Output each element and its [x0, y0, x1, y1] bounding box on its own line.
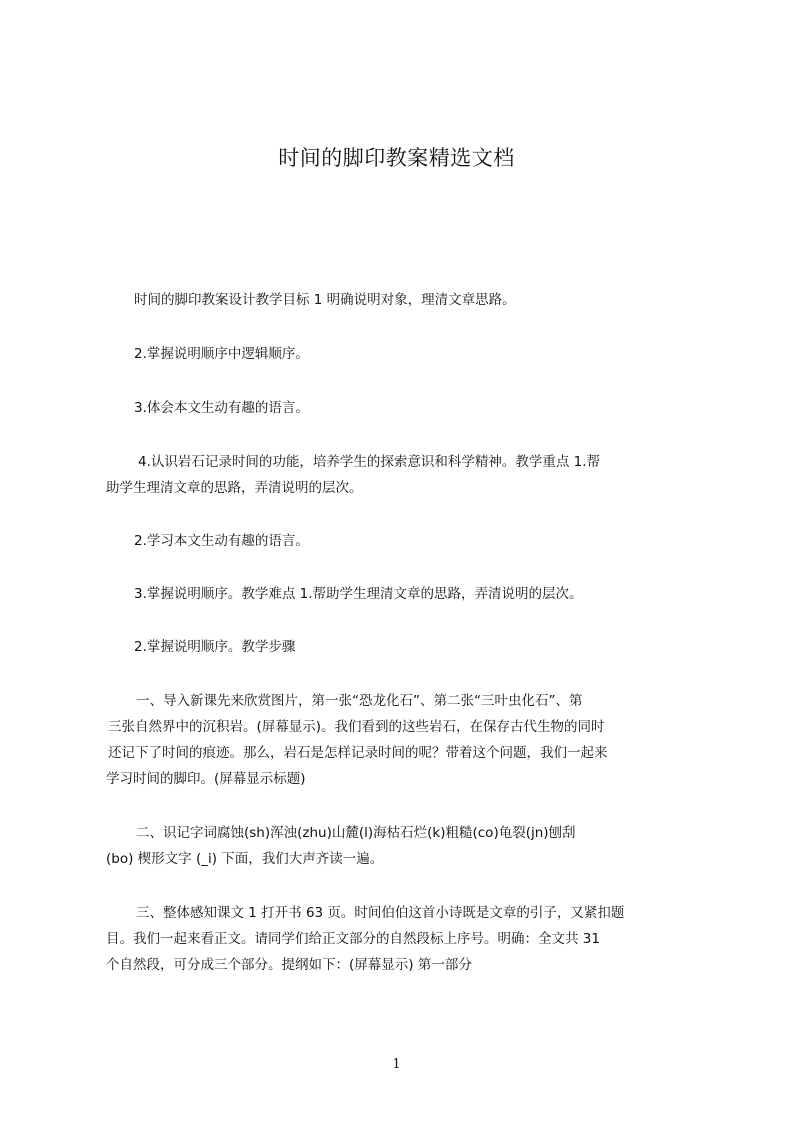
paragraph-10-line-2: 目。我们一起来看正文。请同学们给正文部分的自然段标上序号。明确：全文共 31: [106, 931, 600, 947]
paragraph-2: [106, 341, 702, 367]
paragraph-3-line-1: 3.体会本文生动有趣的语言。: [134, 400, 309, 416]
paragraph-7-line-1: 2.掌握说明顺序。教学步骤: [134, 639, 296, 655]
paragraph-5: [106, 528, 702, 554]
paragraph-6-line-1: 3.掌握说明顺序。教学难点 1.帮助学生理清文章的思路，弄清说明的层次。: [134, 586, 583, 602]
paragraph-4-line-2: 助学生理清文章的思路，弄清说明的层次。: [106, 480, 363, 496]
paragraph-10: [106, 900, 702, 978]
paragraph-6: [106, 581, 702, 607]
document-title: 时间的脚印教案精选文档: [278, 146, 515, 170]
paragraph-1: [106, 287, 702, 313]
paragraph-9: [106, 820, 702, 872]
paragraph-10-line-3: 个自然段，可分成三个部分。提纲如下：(屏幕显示) 第一部分: [106, 957, 472, 973]
paragraph-5-line-1: 2.学习本文生动有趣的语言。: [134, 533, 309, 549]
paragraph-8-line-1: 一、导入新课先来欣赏图片，第一张“恐龙化石”、第二张“三叶虫化石”、第: [136, 693, 583, 709]
page-number: 1: [392, 1057, 401, 1072]
paragraph-2-line-1: 2.掌握说明顺序中逻辑顺序。: [134, 346, 309, 362]
paragraph-3: [106, 395, 702, 421]
paragraph-8-line-4: 学习时间的脚印。(屏幕显示标题): [106, 771, 306, 787]
paragraph-7: [106, 634, 702, 660]
paragraph-8-line-2: 三张自然界中的沉积岩。(屏幕显示)。我们看到的这些岩石，在保存古代生物的同时: [108, 719, 605, 735]
paragraph-1-line-1: 时间的脚印教案设计教学目标 1 明确说明对象，理清文章思路。: [134, 292, 516, 308]
paragraph-8: [106, 688, 702, 792]
paragraph-10-line-1: 三、整体感知课文 1 打开书 63 页。时间伯伯这首小诗既是文章的引子，又紧扣题: [136, 905, 625, 921]
paragraph-8-line-3: 还记下了时间的痕迹。那么，岩石是怎样记录时间的呢？带着这个问题，我们一起来: [108, 745, 608, 761]
paragraph-4: [106, 449, 702, 501]
paragraph-9-line-2: (bo) 楔形文字 (_i) 下面，我们大声齐读一遍。: [106, 851, 384, 867]
paragraph-9-line-1: 二、识记字词腐蚀(sh)浑浊(zhu)山麓(l)海枯石烂(k)粗糙(co)龟裂(jn)刨刮: [136, 825, 576, 841]
paragraph-4-line-1: 4.认识岩石记录时间的功能，培养学生的探索意识和科学精神。教学重点 1.帮: [138, 454, 601, 470]
